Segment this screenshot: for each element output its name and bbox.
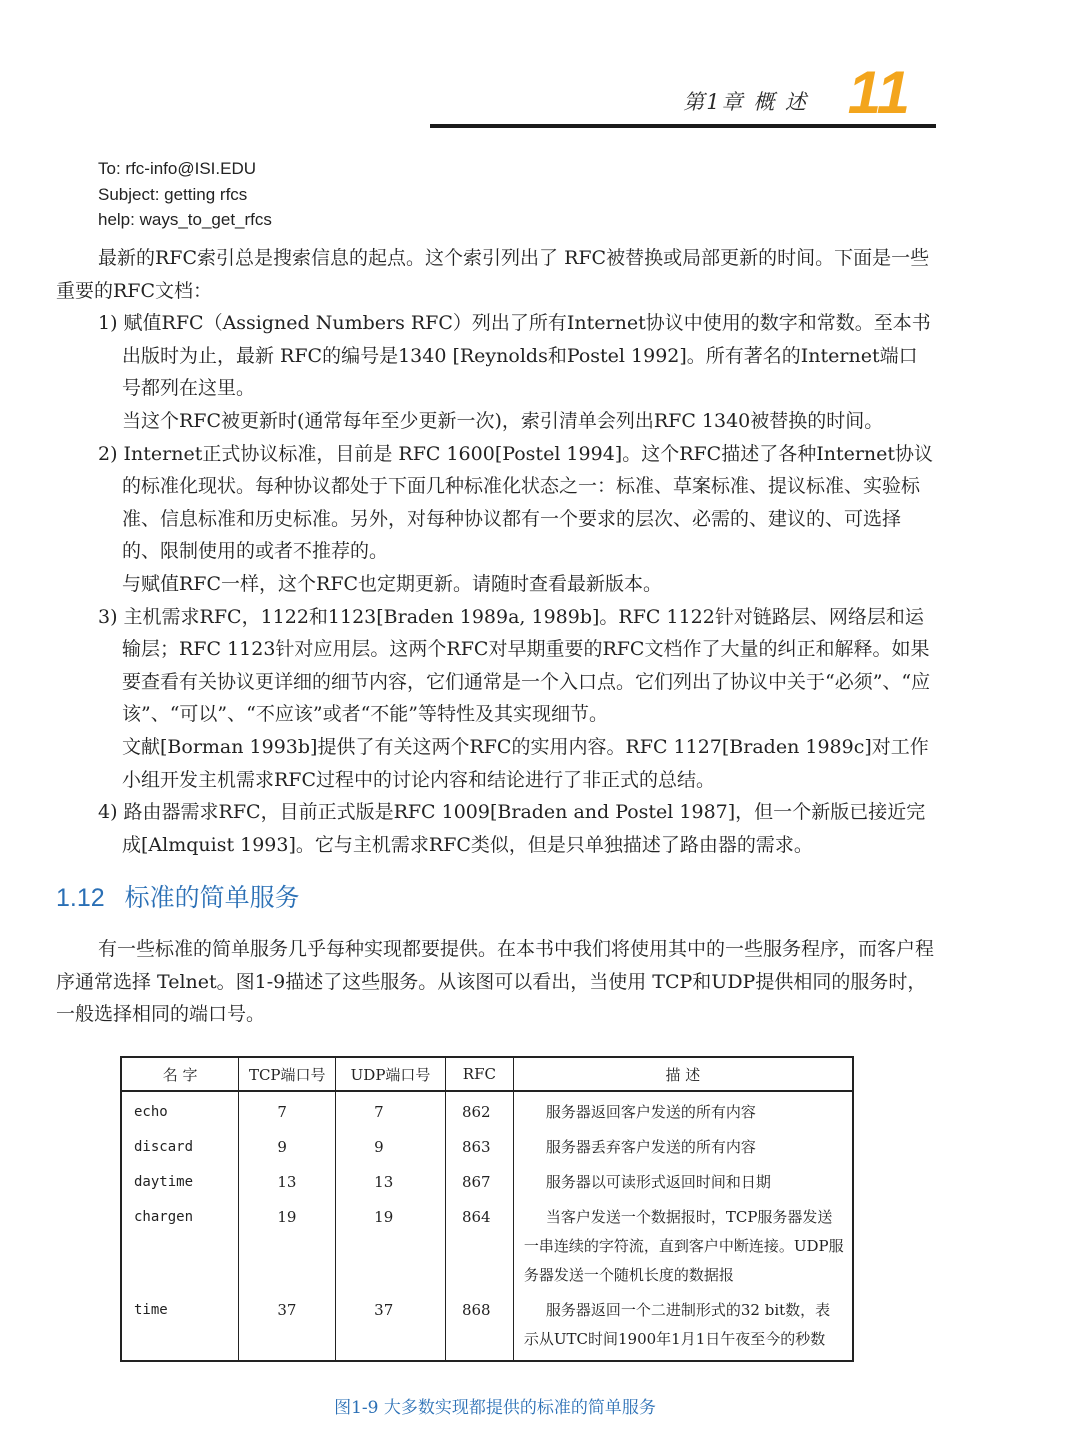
table-row bbox=[121, 1127, 853, 1162]
cell-udp: 37 bbox=[336, 1290, 446, 1361]
list-item-1-continuation: 当这个RFC被更新时(通常每年至少更新一次)，索引清单会列出RFC 1340被替换的时间。 bbox=[122, 409, 884, 432]
list-item-4: 4) 路由器需求RFC，目前正式版是RFC 1009[Braden and Postel 1987]，但一个新版已接近完成[Almquist 1993]。它与主机需求RFC类似，但是只单独描述了路由器的需求。 bbox=[98, 801, 926, 856]
cell-udp: 7 bbox=[336, 1091, 446, 1127]
header-name: 名 字 bbox=[121, 1057, 239, 1091]
header-tcp-port: TCP端口号 bbox=[239, 1057, 336, 1091]
cell-udp: 9 bbox=[336, 1127, 446, 1162]
cell-tcp: 13 bbox=[239, 1162, 336, 1197]
cell-rfc: 864 bbox=[445, 1197, 513, 1290]
header-description: 描 述 bbox=[513, 1057, 853, 1091]
header-rfc: RFC bbox=[445, 1057, 513, 1091]
email-to-line: To: rfc-info@ISI.EDU bbox=[98, 159, 257, 178]
cell-tcp: 19 bbox=[239, 1197, 336, 1290]
cell-desc: 服务器以可读形式返回时间和日期 bbox=[513, 1162, 853, 1197]
cell-desc: 当客户发送一个数据报时，TCP服务器发送一串连续的字符流，直到客户中断连接。UDP服务器发送一个随机长度的数据报 bbox=[513, 1197, 853, 1290]
list-item-3-continuation: 文献[Borman 1993b]提供了有关这两个RFC的实用内容。RFC 1127[Braden 1989c]对工作小组开发主机需求RFC过程中的讨论内容和结论进行了非正式的总结。 bbox=[122, 735, 929, 791]
body-text bbox=[56, 242, 936, 861]
header-udp-port: UDP端口号 bbox=[336, 1057, 446, 1091]
cell-name: chargen bbox=[134, 1209, 194, 1225]
cell-tcp: 37 bbox=[239, 1290, 336, 1361]
cell-name: echo bbox=[134, 1104, 168, 1120]
cell-tcp: 7 bbox=[239, 1091, 336, 1127]
cell-tcp: 9 bbox=[239, 1127, 336, 1162]
services-table bbox=[120, 1056, 854, 1362]
section-number: 1.12 bbox=[56, 884, 105, 912]
email-subject-line: Subject: getting rfcs bbox=[98, 184, 248, 204]
cell-rfc: 868 bbox=[445, 1290, 513, 1361]
section-heading bbox=[56, 878, 300, 914]
page-number: 11 bbox=[847, 59, 910, 126]
figure-caption: 图1-9 大多数实现都提供的标准的简单服务 bbox=[334, 1398, 656, 1418]
list-item-2: 2) Internet正式协议标准，目前是 RFC 1600[Postel 1994]。这个RFC描述了各种Internet协议的标准化现状。每种协议都处于下面几种标准化状态之一：标准、草案标准、提议标准、实验标准、信息标准和历史标准。另外，对每种协议都有一个要求的层次、必需的、建议的、可选择的、限制使用的或者不推荐的。 bbox=[98, 442, 934, 563]
table-row bbox=[121, 1290, 853, 1361]
email-example bbox=[98, 156, 272, 233]
table-row bbox=[121, 1091, 853, 1127]
cell-name: time bbox=[134, 1302, 168, 1318]
cell-name: daytime bbox=[134, 1174, 194, 1190]
list-item-3: 3) 主机需求RFC，1122和1123[Braden 1989a, 1989b]。RFC 1122针对链路层、网络层和运输层；RFC 1123针对应用层。这两个RFC对早期重要的RFC文档作了大量的纠正和解释。如果要查看有关协议更详细的细节内容，它们通常是一个入口点。它们列出了协议中关于“必须”、“应该”、“可以”、“不应该”或者“不能”等特性及其实现细节。 bbox=[98, 605, 931, 726]
intro-paragraph: 最新的RFC索引总是搜索信息的起点。这个索引列出了 RFC被替换或局部更新的时间。下面是一些重要的RFC文档： bbox=[56, 247, 930, 302]
chapter-label: 第1章 概 述 bbox=[683, 90, 808, 114]
cell-rfc: 863 bbox=[445, 1127, 513, 1162]
cell-udp: 19 bbox=[336, 1197, 446, 1290]
email-help-line: help: ways_to_get_rfcs bbox=[98, 210, 272, 229]
cell-udp: 13 bbox=[336, 1162, 446, 1197]
cell-desc: 服务器丢弃客户发送的所有内容 bbox=[513, 1127, 853, 1162]
cell-rfc: 867 bbox=[445, 1162, 513, 1197]
cell-rfc: 862 bbox=[445, 1091, 513, 1127]
cell-desc: 服务器返回客户发送的所有内容 bbox=[513, 1091, 853, 1127]
table-header-row bbox=[121, 1057, 853, 1091]
table-row bbox=[121, 1162, 853, 1197]
section-title: 标准的简单服务 bbox=[124, 883, 300, 912]
table-row bbox=[121, 1197, 853, 1290]
page-header bbox=[430, 60, 936, 128]
cell-name: discard bbox=[134, 1139, 194, 1155]
section-intro bbox=[56, 933, 936, 1031]
list-item-1: 1) 赋值RFC（Assigned Numbers RFC）列出了所有Internet协议中使用的数字和常数。至本书出版时为止，最新 RFC的编号是1340 [Reynolds和Postel 1992]。所有著名的Internet端口号都列在这里。 bbox=[98, 312, 931, 400]
list-item-2-continuation: 与赋值RFC一样，这个RFC也定期更新。请随时查看最新版本。 bbox=[122, 572, 663, 595]
section-intro-paragraph: 有一些标准的简单服务几乎每种实现都要提供。在本书中我们将使用其中的一些服务程序，而客户程序通常选择 Telnet。图1-9描述了这些服务。从该图可以看出，当使用 TCP和UDP提供相同的服务时，一般选择相同的端口号。 bbox=[56, 938, 935, 1026]
cell-desc: 服务器返回一个二进制形式的32 bit数，表示从UTC时间1900年1月1日午夜至今的秒数 bbox=[513, 1290, 853, 1361]
